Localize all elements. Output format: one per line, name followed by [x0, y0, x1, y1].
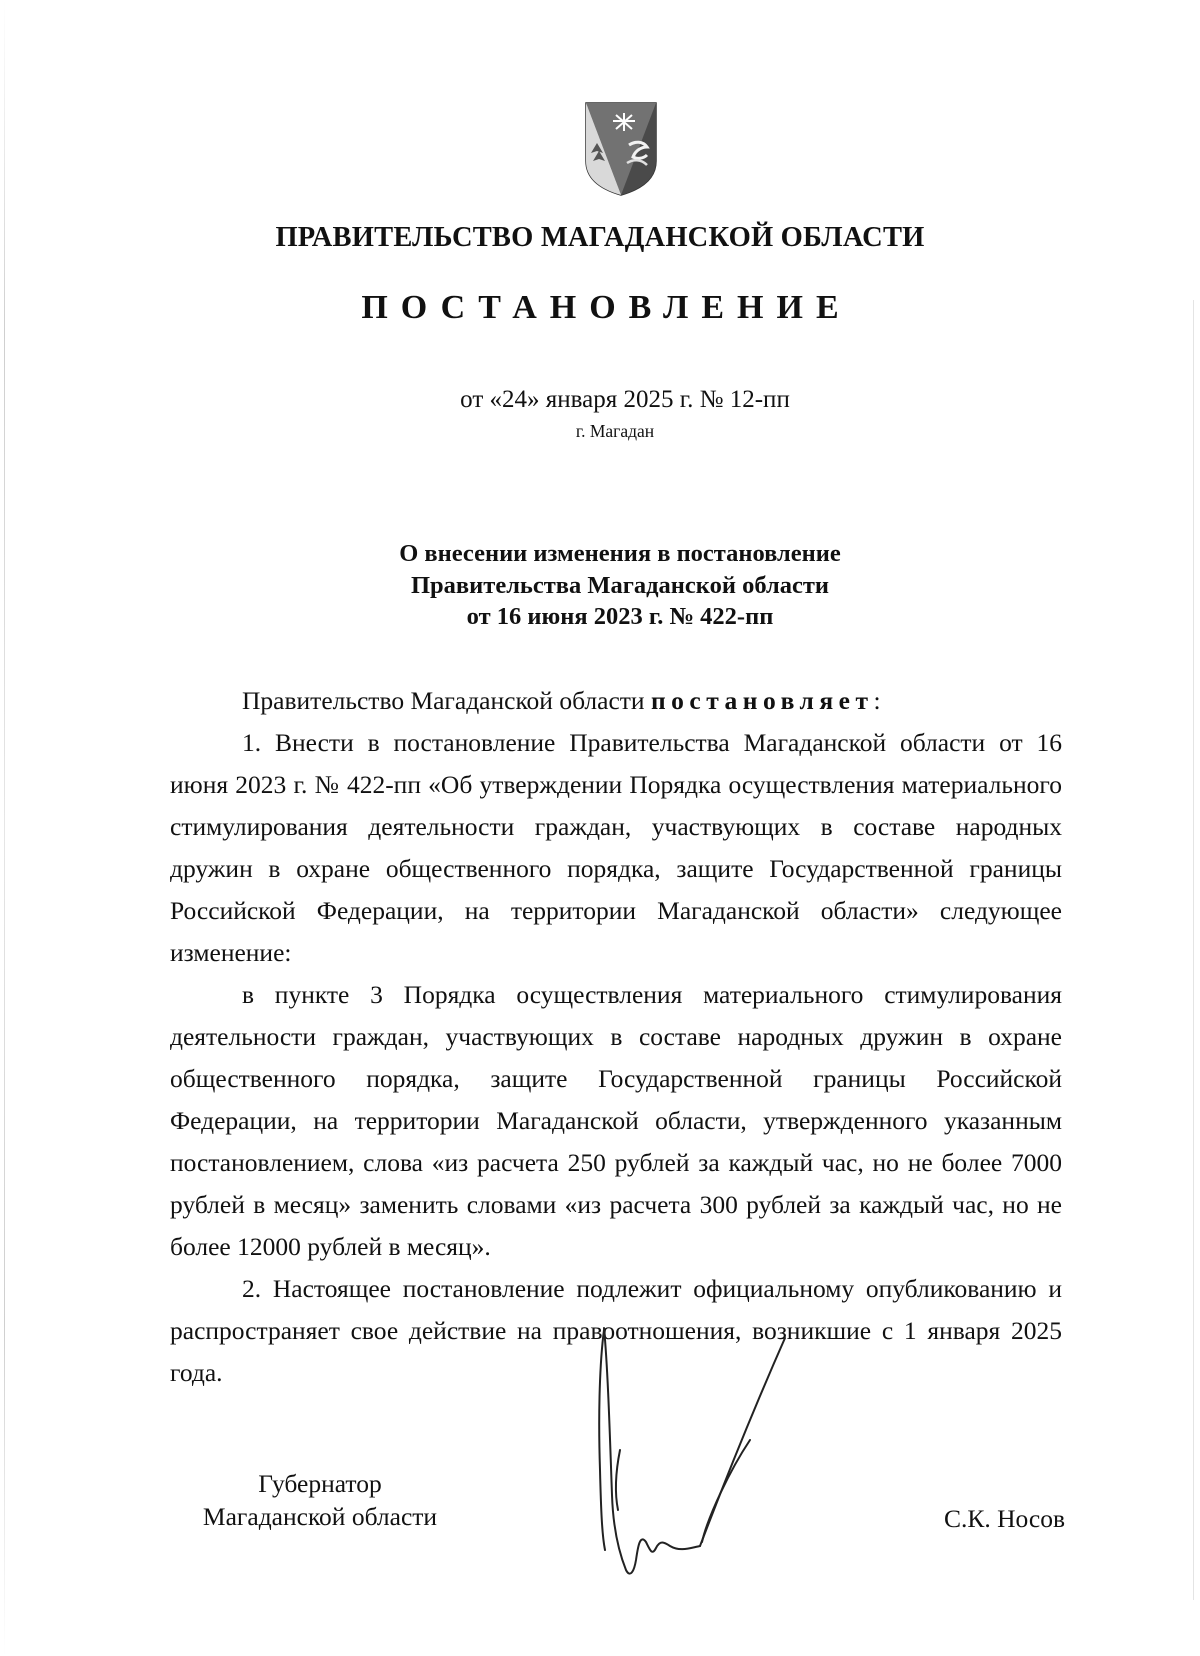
document-type-heading: ПОСТАНОВЛЕНИЕ [361, 289, 852, 326]
subject-line-1: О внесении изменения в постановление [399, 540, 841, 567]
intro-prefix: Правительство Магаданской области [242, 686, 651, 715]
document-city: г. Магадан [575, 421, 655, 441]
magadan-region-coat-of-arms-icon [583, 101, 659, 197]
handwritten-signature-icon [590, 1320, 850, 1590]
subject-line-3: от 16 июня 2023 г. № 422-пп [466, 603, 774, 630]
signatory-position-line-1: Губернатор [258, 1469, 382, 1498]
document-date-number: от «24» января 2025 г. № 12-пп [460, 386, 790, 413]
subject-line-2: Правительства Магаданской области [411, 571, 829, 599]
signatory-name: С.К. Носов [943, 1504, 1065, 1533]
paragraph-amendment: в пункте 3 Порядка осуществления материального стимулирования деятельности граждан, участвующих в составе народных дружин в охране общественного порядка, защите Государственной границы Российской Федерации, на территории Магаданской области, утвержденного указанным постановлением, слова «из расчета 250 рублей за каждый час, но не более 7000 рублей в месяц» заменить словами «из расчета 300 рублей за каждый час, но не более 12000 рублей в месяц». [170, 980, 1062, 1261]
signatory-position [180, 1467, 460, 1533]
signatory-position-line-2: Магаданской области [202, 1502, 438, 1531]
document-body [170, 680, 1062, 1394]
organization-title: ПРАВИТЕЛЬСТВО МАГАДАНСКОЙ ОБЛАСТИ [275, 222, 925, 253]
intro-resolves: постановляет [650, 686, 874, 715]
paragraph-1: 1. Внести в постановление Правительства Магаданской области от 16 июня 2023 г. № 422-пп «Об утверждении Порядка осуществления материального стимулирования деятельности граждан, участвующих в составе народных дружин в охране общественного порядка, защите Государственной границы Российской Федерации, на территории Магаданской области» следующее изменение: [170, 728, 1062, 967]
intro-suffix: : [873, 686, 881, 715]
scan-edge-right [1193, 300, 1194, 1600]
document-subject [0, 538, 1200, 633]
paragraph-2: 2. Настоящее постановление подлежит официальному опубликованию и распространяет свое действие на правоотношения, возникшие с 1 января 2025 года. [170, 1274, 1062, 1387]
intro-paragraph [170, 680, 1062, 722]
